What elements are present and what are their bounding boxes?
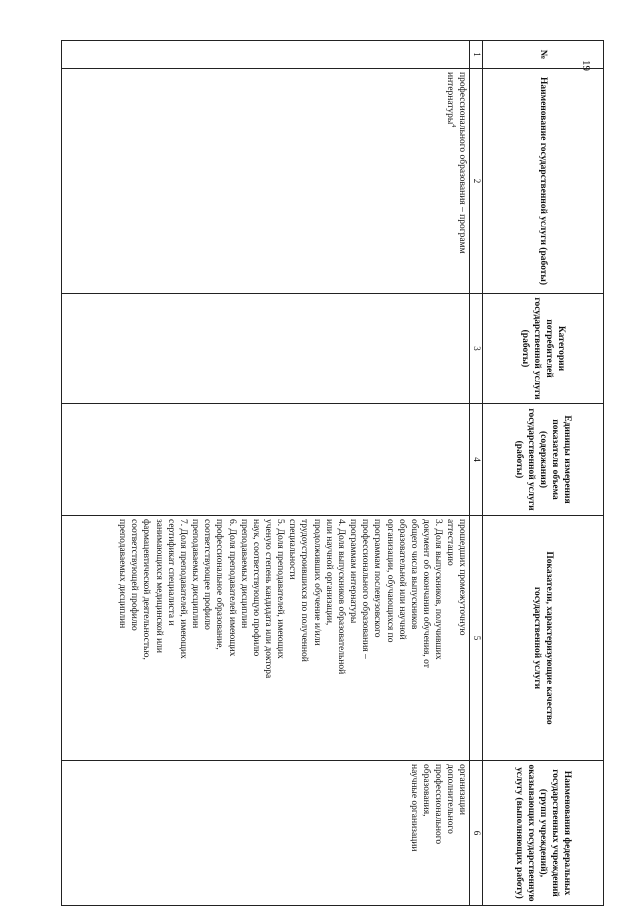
text-line: преподаваемых дисциплин xyxy=(238,519,249,629)
text-line: ученую степень кандидата или доктора xyxy=(262,519,273,679)
header-row xyxy=(483,41,604,906)
text-line: специальности xyxy=(287,519,298,580)
text-line: прошедших промежуточную xyxy=(457,519,468,636)
text-line: профессиональное образование, xyxy=(214,519,225,650)
text-line: профессионального образования – xyxy=(360,519,371,659)
text-line: документ об окончании обучения, от xyxy=(421,519,432,668)
text-line: программам послевузовского xyxy=(372,519,383,638)
cell-units xyxy=(62,404,470,516)
text-line: образования, xyxy=(421,764,432,817)
text-line: 7. Доля преподавателей, имеющих xyxy=(177,519,188,659)
text-line: программам интернатуры xyxy=(348,519,359,624)
column-number: 6 xyxy=(470,761,483,906)
header-institutions: Наименования федеральных государственных учреждений (групп учреждений), оказывающих государственную услугу (выполняющих работу) xyxy=(483,761,604,906)
column-number: 3 xyxy=(470,294,483,404)
text-line: соответствующей профилю xyxy=(129,519,140,631)
cell-consumers xyxy=(62,294,470,404)
text-line: продолживших обучение и/или xyxy=(311,519,322,646)
rotated-page xyxy=(44,40,604,905)
text-line: сертификат специалиста и xyxy=(165,519,176,626)
header-service-name: Наименование государственной услуги (работы) xyxy=(483,69,604,294)
column-number: 4 xyxy=(470,404,483,516)
text-line: преподаваемых дисциплин xyxy=(117,519,128,629)
header-units: Единицы измерения показателя объема (содержания) государственной услуги (работы) xyxy=(483,404,604,516)
cell-service-name xyxy=(62,69,470,294)
header-num: № xyxy=(483,41,604,69)
column-number: 1 xyxy=(470,41,483,69)
text-line: 4. Доля выпускников образовательной xyxy=(335,519,346,675)
text-line: 6. Доля преподавателей имеющих xyxy=(226,519,237,657)
text-line: профессионального xyxy=(433,764,444,845)
text-line: организации xyxy=(457,764,468,816)
column-number-row xyxy=(470,41,483,906)
column-number: 5 xyxy=(470,516,483,761)
footnote-marker: 4 xyxy=(450,124,457,128)
service-name-text: профессионального образования – программ интернатуры xyxy=(445,72,468,254)
services-table xyxy=(61,40,604,906)
table-row xyxy=(62,41,470,906)
cell-num xyxy=(62,41,470,69)
page-number: 19 xyxy=(580,60,592,71)
header-quality: Показатели, характеризующие качество государственной услуги xyxy=(483,516,604,761)
text-line: преподаваемых дисциплин xyxy=(190,519,201,629)
text-line: трудоустроившихся по полученной xyxy=(299,519,310,662)
text-line: занимающихся медицинской или xyxy=(153,519,164,653)
text-line: или научной организации, xyxy=(323,519,334,626)
text-line: общего числа выпускников xyxy=(408,519,419,630)
text-line: наук, соответствующую профилю xyxy=(250,519,261,657)
cell-institutions xyxy=(62,761,470,906)
text-line: фармацевтической деятельностью, xyxy=(141,519,152,660)
text-line: организации, обучающихся по xyxy=(384,519,395,643)
column-number: 2 xyxy=(470,69,483,294)
text-line: соответствующее профилю xyxy=(202,519,213,630)
text-line: 3. Доля выпускников, получивших xyxy=(433,519,444,660)
header-consumers: Категории потребителей государственной услуги (работы) xyxy=(483,294,604,404)
text-line: 5. Доля преподавателей, имеющих xyxy=(275,519,286,659)
text-line: аттестацию xyxy=(445,519,456,566)
text-line: научные организации xyxy=(408,764,419,852)
text-line: образовательной или научной xyxy=(396,519,407,640)
text-line: дополнительного xyxy=(445,764,456,834)
cell-quality xyxy=(62,516,470,761)
